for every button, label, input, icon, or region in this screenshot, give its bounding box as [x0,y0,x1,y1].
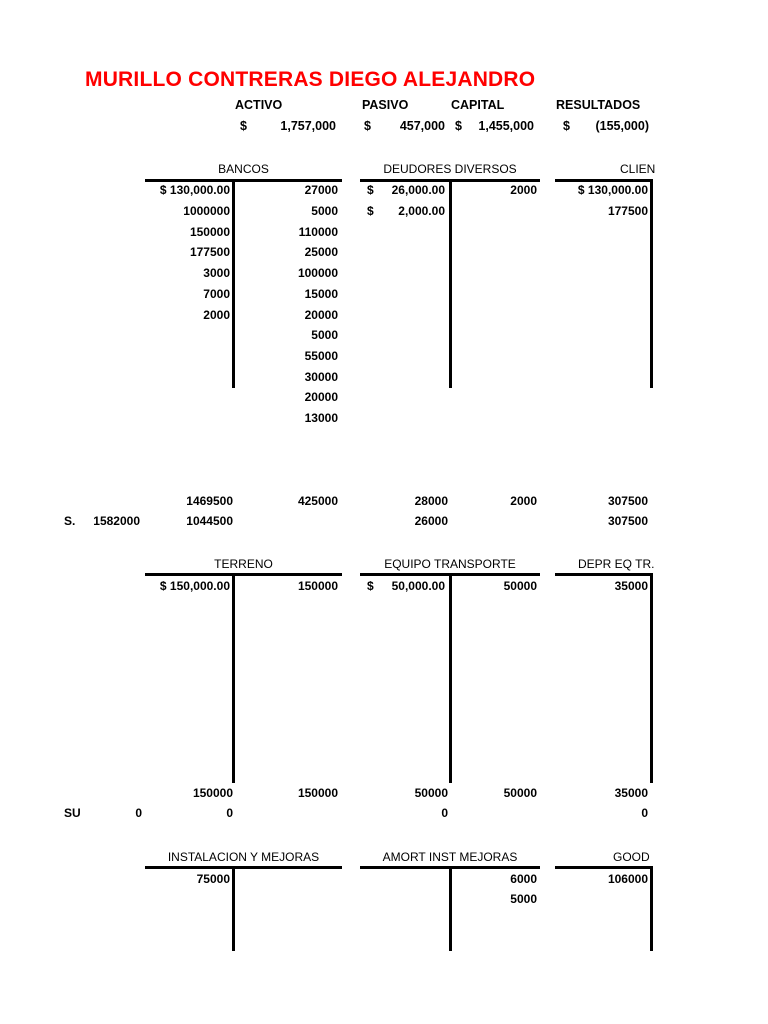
equipo-credit-1: 50000 [503,579,537,593]
depr-debit-1: 35000 [614,579,648,593]
terreno-credit-1: 150000 [297,579,338,593]
clientes-debit-2: 177500 [607,204,648,218]
bancos-credit-10: 30000 [304,370,338,384]
clientes-divider [650,179,653,388]
bancos-debit-2: 1000000 [183,204,230,218]
clientes-title: CLIEN [620,162,656,176]
deudores-debit-2-currency: $ [367,204,374,218]
good-debit-1: 106000 [607,872,648,886]
pasivo-header: PASIVO [362,98,409,112]
bancos-balance: 1044500 [186,514,233,528]
depr-balance: 0 [641,806,648,820]
depr-divider [650,573,653,783]
depr-title: DEPR EQ TR. [578,557,655,571]
equipo-balance: 0 [441,806,448,820]
bancos-credit-7: 20000 [304,308,338,322]
instalacion-debit-1: 75000 [196,872,230,886]
terreno-balance: 0 [226,806,233,820]
deudores-divider [449,179,452,388]
clientes-balance: 307500 [607,514,648,528]
deudores-balance: 26000 [414,514,448,528]
deudores-debit-1: 26,000.00 [391,183,445,197]
bancos-credit-8: 5000 [311,328,338,342]
deudores-debit-1-currency: $ [367,183,374,197]
bancos-credit-4: 25000 [304,245,338,259]
page-title: MURILLO CONTRERAS DIEGO ALEJANDRO [85,68,536,91]
good-top-line [555,866,652,869]
resultados-value: (155,000) [595,119,649,133]
amort-credit-1: 6000 [510,872,537,886]
bancos-total-debit: 1469500 [186,494,233,508]
row2-sum-value: 0 [135,806,142,820]
bancos-credit-6: 15000 [304,287,338,301]
depr-top-line [555,573,652,576]
clientes-top-line [555,179,652,182]
good-title: GOOD [613,850,650,864]
bancos-credit-2: 5000 [311,204,338,218]
resultados-header: RESULTADOS [556,98,641,112]
amort-divider [449,866,452,951]
bancos-credit-3: 110000 [298,225,338,239]
row2-sum-label: SU [64,806,81,820]
amort-title: AMORT INST MEJORAS [382,850,518,864]
activo-currency: $ [240,119,247,133]
deudores-credit-1: 2000 [510,183,537,197]
deudores-title: DEUDORES DIVERSOS [383,162,517,176]
bancos-total-credit: 425000 [297,494,338,508]
bancos-credit-5: 100000 [297,266,338,280]
clientes-debit-1: $ 130,000.00 [577,183,648,197]
bancos-top-line [145,179,342,182]
bancos-debit-1: $ 130,000.00 [159,183,230,197]
terreno-total-credit: 150000 [297,786,338,800]
bancos-divider [232,179,235,388]
bancos-debit-4: 177500 [189,245,230,259]
depr-total-debit: 35000 [614,786,648,800]
instalacion-top-line [145,866,342,869]
bancos-debit-3: 150000 [189,225,230,239]
capital-value: 1,455,000 [478,119,534,133]
bancos-debit-6: 7000 [203,287,230,301]
deudores-total-debit: 28000 [414,494,448,508]
good-divider [650,866,653,951]
terreno-debit-1: $ 150,000.00 [159,579,230,593]
bancos-credit-12: 13000 [304,411,338,425]
bancos-credit-11: 20000 [304,390,338,404]
bancos-credit-1: 27000 [304,183,338,197]
instalacion-title: INSTALACION Y MEJORAS [167,850,320,864]
terreno-title: TERRENO [214,557,273,571]
capital-header: CAPITAL [451,98,505,112]
equipo-debit-1-currency: $ [367,579,374,593]
terreno-divider [232,573,235,783]
pasivo-value: 457,000 [399,119,445,133]
bancos-credit-9: 55000 [304,349,338,363]
terreno-total-debit: 150000 [192,786,233,800]
bancos-debit-7: 2000 [203,308,230,322]
row1-sum-label: S. [64,514,76,528]
equipo-total-credit: 50000 [503,786,537,800]
deudores-total-credit: 2000 [510,494,537,508]
resultados-currency: $ [563,119,570,133]
equipo-total-debit: 50000 [414,786,448,800]
clientes-total-debit: 307500 [607,494,648,508]
activo-value: 1,757,000 [280,119,336,133]
amort-credit-2: 5000 [510,892,537,906]
activo-header: ACTIVO [235,98,283,112]
equipo-divider [449,573,452,783]
instalacion-divider [232,866,235,951]
equipo-debit-1: 50,000.00 [391,579,445,593]
terreno-top-line [145,573,342,576]
equipo-title: EQUIPO TRANSPORTE [384,557,516,571]
pasivo-currency: $ [364,119,371,133]
bancos-title: BANCOS [218,162,269,176]
capital-currency: $ [455,119,462,133]
row1-sum-value: 1582000 [93,514,140,528]
bancos-debit-5: 3000 [203,266,230,280]
deudores-debit-2: 2,000.00 [398,204,445,218]
